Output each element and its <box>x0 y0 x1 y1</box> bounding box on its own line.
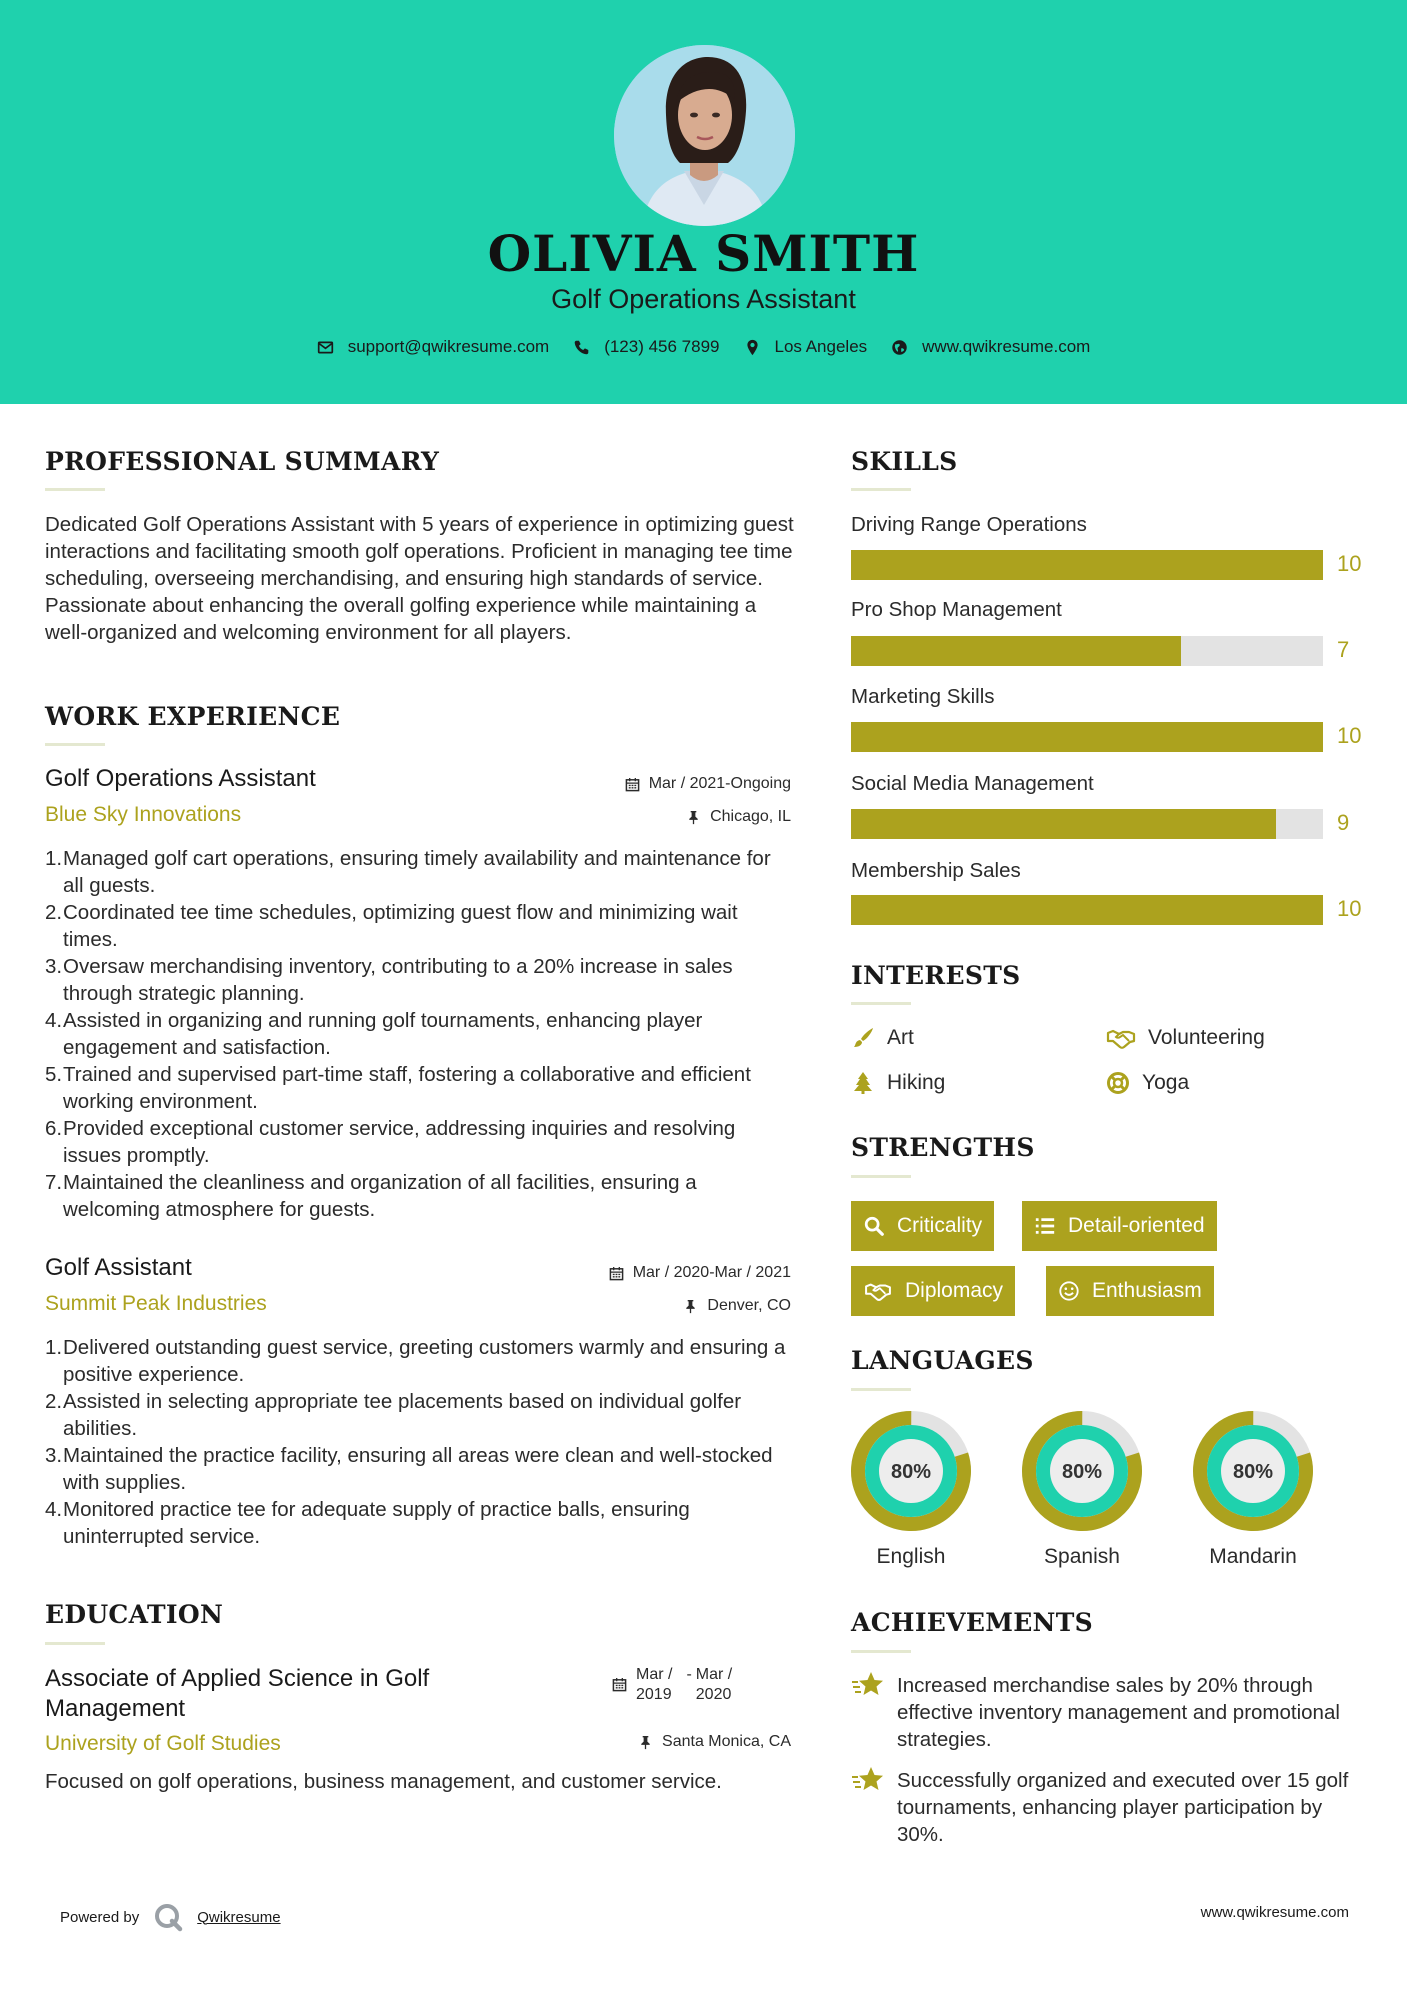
job-date-text: Mar / 2021-Ongoing <box>648 775 791 792</box>
pushpin-icon <box>683 1299 698 1314</box>
company-name: Summit Peak Industries <box>45 1292 267 1315</box>
interest-item: Art <box>851 1026 914 1050</box>
job-title: Golf Assistant <box>45 1254 192 1281</box>
achievements-divider <box>851 1650 911 1653</box>
skill-bar <box>851 895 1323 925</box>
brand-link[interactable]: Qwikresume <box>197 1908 281 1926</box>
paintbrush-icon <box>851 1026 875 1050</box>
list-item: 3. Oversaw merchandising inventory, contributing to a 20% increase in sales through strategic planning. <box>45 955 733 1005</box>
skill-bar <box>851 722 1323 752</box>
interests-heading: INTERESTS <box>851 961 1021 990</box>
map-pin-icon <box>744 339 761 356</box>
language-ring <box>849 1409 973 1533</box>
job-location <box>683 1297 791 1315</box>
education-dates: Mar / 2019 - Mar / 2020 <box>612 1665 732 1705</box>
skill-bar-fill <box>851 550 1323 580</box>
language-name: Spanish <box>1044 1545 1120 1568</box>
summary-divider <box>45 488 105 491</box>
calendar-icon <box>609 1266 624 1281</box>
interest-item: Volunteering <box>1106 1026 1265 1050</box>
website-text: www.qwikresume.com <box>922 337 1091 356</box>
strengths-divider <box>851 1175 911 1178</box>
list-item: 6. Provided exceptional customer service, addressing inquiries and resolving issues promptly. <box>45 1117 736 1167</box>
list-item: 2. Assisted in selecting appropriate tee placements based on individual golfer abilities. <box>45 1390 742 1440</box>
skill-label: Marketing Skills <box>851 685 995 708</box>
smile-icon <box>1058 1280 1080 1302</box>
education-location-text: Santa Monica, CA <box>662 1733 791 1750</box>
pushpin-icon <box>638 1735 653 1750</box>
skill-label: Pro Shop Management <box>851 598 1062 621</box>
contact-website[interactable] <box>891 337 1090 357</box>
powered-by <box>60 1902 281 1932</box>
list-item: 4. Assisted in organizing and running golf tournaments, enhancing player engagement and satisfaction. <box>45 1009 703 1059</box>
contact-phone[interactable] <box>573 337 719 357</box>
job-date-text: Mar / 2020-Mar / 2021 <box>632 1264 791 1281</box>
language-ring <box>1020 1409 1144 1533</box>
skill-value: 10 <box>1337 551 1362 576</box>
skill-bar <box>851 550 1323 580</box>
languages-heading: LANGUAGES <box>851 1346 1034 1375</box>
search-icon <box>863 1215 885 1237</box>
summary-heading: PROFESSIONAL SUMMARY <box>45 447 440 476</box>
skill-bar <box>851 809 1323 839</box>
summary-text: Dedicated Golf Operations Assistant with 5 years of experience in optimizing guest interactions and facilitating smooth golf operations. Proficient in managing tee time scheduling, overseeing merchandising, and ensuring high standards of service. Passionate about enhancing the overall golfing experience while maintaining a well-organized and welcoming environment for all players. <box>45 513 794 644</box>
contact-email[interactable] <box>317 337 550 357</box>
contact-bar <box>0 337 1407 357</box>
strength-tag: Enthusiasm <box>1046 1266 1214 1316</box>
language-percent: 80% <box>1232 1461 1274 1483</box>
footer-url[interactable]: www.qwikresume.com <box>1200 1904 1349 1921</box>
calendar-icon <box>625 777 640 792</box>
powered-by-text: Powered by <box>60 1908 140 1926</box>
job-duties-list <box>45 1334 795 1550</box>
candidate-name: OLIVIA SMITH <box>487 224 920 283</box>
list-icon <box>1034 1215 1056 1237</box>
strength-tag: Criticality <box>851 1201 994 1251</box>
skills-divider <box>851 488 911 491</box>
skill-bar-fill <box>851 895 1323 925</box>
experience-heading: WORK EXPERIENCE <box>45 702 341 731</box>
lifebuoy-icon <box>1106 1071 1130 1095</box>
degree-line-2: Management <box>45 1695 186 1722</box>
skill-value: 10 <box>1337 723 1362 748</box>
resume-header <box>0 0 1407 404</box>
star-icon <box>851 1765 885 1795</box>
globe-icon <box>891 339 908 356</box>
interest-item: Hiking <box>851 1071 945 1095</box>
star-icon <box>851 1670 885 1700</box>
job-date <box>625 775 791 793</box>
interest-item: Yoga <box>1106 1071 1189 1095</box>
envelope-icon <box>317 339 334 356</box>
list-item: 5. Trained and supervised part-time staff, fostering a collaborative and efficient working environment. <box>45 1063 751 1113</box>
skill-bar-fill <box>851 722 1323 752</box>
company-name: Blue Sky Innovations <box>45 803 242 826</box>
achievement-item: Increased merchandise sales by 20% through effective inventory management and promotional strategies. <box>851 1672 1371 1753</box>
interests-divider <box>851 1002 911 1005</box>
education-heading: EDUCATION <box>45 1600 224 1629</box>
job-location-text: Denver, CO <box>707 1297 791 1314</box>
qwikresume-logo-icon <box>153 1902 183 1932</box>
education-description: Focused on golf operations, business management, and customer service. <box>45 1770 722 1793</box>
skill-bar-fill <box>851 636 1181 666</box>
education-start: Mar / 2019 <box>636 1666 673 1703</box>
degree-line-1: Associate of Applied Science in Golf <box>45 1665 430 1692</box>
skill-value: 10 <box>1337 896 1362 921</box>
skill-value: 7 <box>1337 637 1350 662</box>
tree-icon <box>851 1071 875 1095</box>
job-location-text: Chicago, IL <box>710 808 791 825</box>
education-end: Mar / 2020 <box>695 1666 733 1703</box>
job-date <box>609 1264 791 1282</box>
location-text: Los Angeles <box>774 337 868 356</box>
skill-value: 9 <box>1337 810 1350 835</box>
education-location <box>638 1733 791 1751</box>
achievement-item: Successfully organized and executed over 15 golf tournaments, enhancing player participation by 30%. <box>851 1767 1371 1848</box>
phone-text: (123) 456 7899 <box>604 337 720 356</box>
degree-title <box>45 1664 429 1724</box>
calendar-icon <box>612 1677 627 1692</box>
language-ring <box>1191 1409 1315 1533</box>
list-item: 4. Monitored practice tee for adequate supply of practice balls, ensuring uninterrupted service. <box>45 1498 690 1548</box>
school-name: University of Golf Studies <box>45 1732 281 1755</box>
language-percent: 80% <box>890 1461 932 1483</box>
list-item: 2. Coordinated tee time schedules, optimizing guest flow and minimizing wait times. <box>45 901 738 951</box>
profile-photo <box>614 45 795 226</box>
list-item: 1. Managed golf cart operations, ensuring timely availability and maintenance for all guests. <box>45 847 771 897</box>
list-item: 7. Maintained the cleanliness and organization of all facilities, ensuring a welcoming atmosphere for guests. <box>45 1171 697 1221</box>
strength-tag: Detail-oriented <box>1022 1201 1217 1251</box>
language-percent: 80% <box>1061 1461 1103 1483</box>
job-location <box>686 808 791 826</box>
achievements-heading: ACHIEVEMENTS <box>851 1608 1093 1637</box>
job-duties-list <box>45 845 795 1223</box>
skill-label: Driving Range Operations <box>851 513 1087 536</box>
list-item: 3. Maintained the practice facility, ensuring all areas were clean and well-stocked with supplies. <box>45 1444 773 1494</box>
job-title: Golf Operations Assistant <box>45 765 316 792</box>
skill-label: Membership Sales <box>851 859 1021 882</box>
phone-icon <box>573 339 590 356</box>
pushpin-icon <box>686 810 701 825</box>
skill-bar <box>851 636 1323 666</box>
strengths-heading: STRENGTHS <box>851 1133 1035 1162</box>
skills-heading: SKILLS <box>851 447 958 476</box>
contact-location <box>744 337 868 357</box>
handshake-icon <box>863 1280 893 1302</box>
language-name: Mandarin <box>1209 1545 1297 1568</box>
candidate-role: Golf Operations Assistant <box>551 284 856 314</box>
language-name: English <box>876 1545 946 1568</box>
education-divider <box>45 1642 105 1645</box>
languages-divider <box>851 1388 911 1391</box>
strength-tag: Diplomacy <box>851 1266 1015 1316</box>
handshake-icon <box>1106 1026 1136 1050</box>
list-item: 1. Delivered outstanding guest service, greeting customers warmly and ensuring a positive experience. <box>45 1336 786 1386</box>
email-text: support@qwikresume.com <box>347 337 550 356</box>
skill-label: Social Media Management <box>851 772 1094 795</box>
experience-divider <box>45 743 105 746</box>
skill-bar-fill <box>851 809 1276 839</box>
